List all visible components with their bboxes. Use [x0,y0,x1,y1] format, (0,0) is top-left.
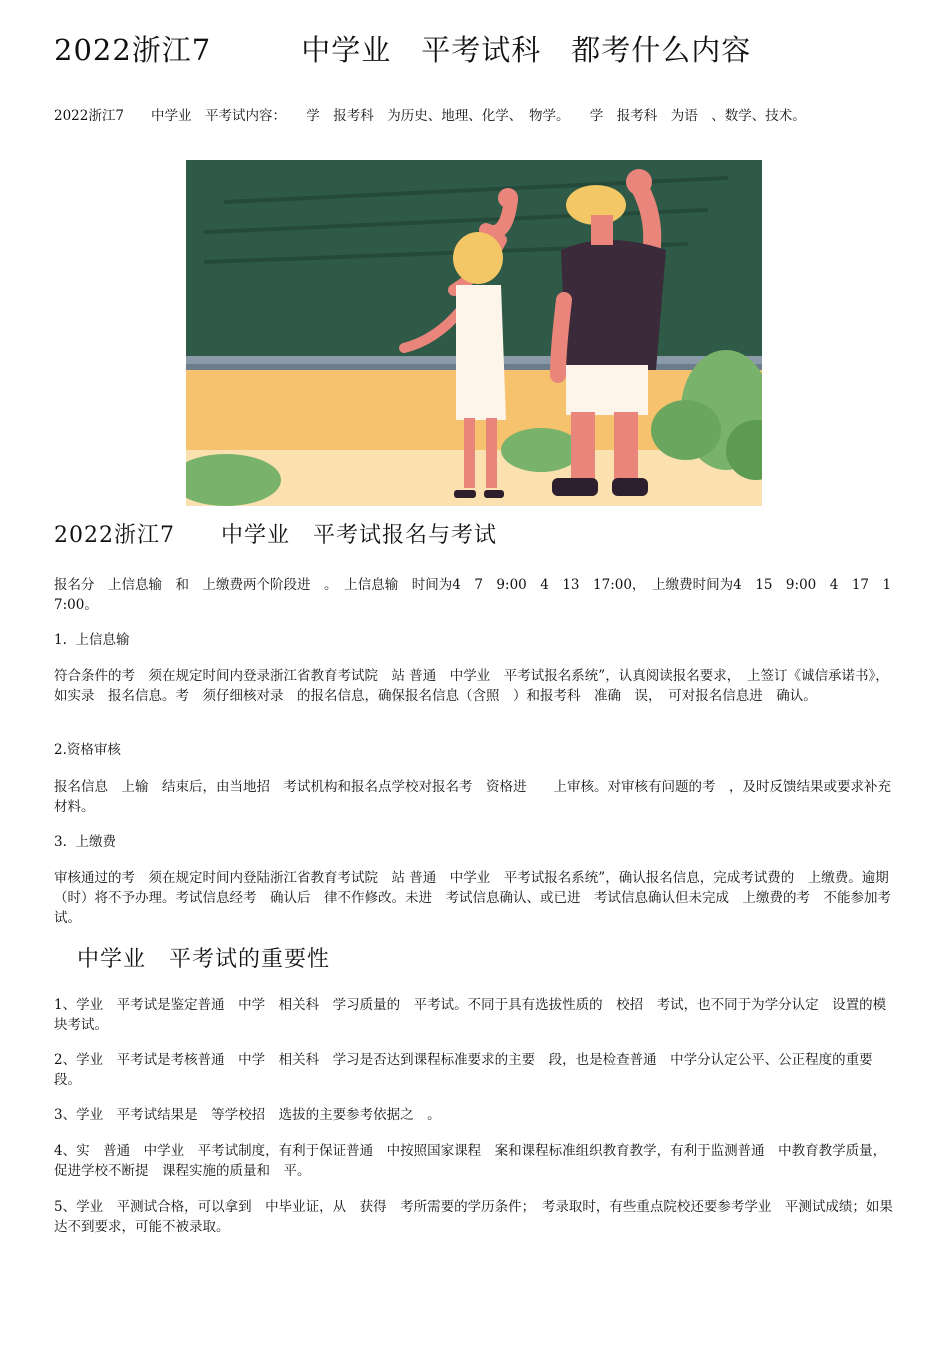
importance-item: 4、实 普通 中学业 平考试制度，有利于保证普通 中按照国家课程 案和课程标准组织教育教学，有利于监测普通 中教育教学质量，促进学校不断提 课程实施的质量和 平。 [54,1143,887,1179]
step2-title: 2.资格审核 [54,742,121,758]
step1-text: 符合条件的考 须在规定时间内登录浙江省教育考试院 站 普通 中学业 平考试报名系统”，认真阅读报名要求， 上签订《诚信承诺书》，如实录 报名信息。考 须仔细核对录 的报名信息，确保报名信息（含照 ）和报考科 准确 误， 可对报名信息进 确认。 [54,668,889,704]
step3-text: 审核通过的考 须在规定时间内登陆浙江省教育考试院 站 普通 中学业 平考试报名系统”，确认报名信息，完成考试费的 上缴费。逾期（时）将不予办理。考试信息经考 确认后 律不作修改。未进 考试信息确认、或已进 考试信息确认但未完成 上缴费的考 不能参加考试。 [54,870,891,926]
page-title: 2022浙江7 中学业 平考试科 都考什么内容 [54,33,752,67]
importance-item: 1、学业 平考试是鉴定普通 中学 相关科 学习质量的 平考试。不同于具有选拔性质的 校招 考试，也不同于为学分认定 设置的模块考试。 [54,997,887,1033]
importance-item: 2、学业 平考试是考核普通 中学 相关科 学习是否达到课程标准要求的主要 段，也是检查普通 中学分认定公平、公正程度的重要 段。 [54,1052,887,1088]
step3-title: 3. 上缴费 [54,834,116,850]
registration-intro: 报名分 上信息输 和 上缴费两个阶段进 。 上信息输 时间为4 7 9:00 4 13 17:00， 上缴费时间为4 15 9:00 4 17 17:00。 [54,577,892,613]
teacher-students-blackboard-illustration [186,160,762,506]
step1-title: 1. 上信息输 [54,632,130,648]
intro-paragraph: 2022浙江7 中学业 平考试内容： 学 报考科 为历史、地理、化学、 物学。 学 报考科 为语 、数学、技术。 [54,108,806,124]
importance-item: 3、学业 平考试结果是 等学校招 选拔的主要参考依据之 。 [54,1107,441,1123]
section2-heading: 中学业 平考试的重要性 [54,947,331,972]
section1-heading: 2022浙江7 中学业 平考试报名与考试 [54,523,497,548]
step2-text: 报名信息 上输 结束后，由当地招 考试机构和报名点学校对报名考 资格进 上审核。对审核有问题的考 ，及时反馈结果或要求补充材料。 [54,779,891,815]
importance-item: 5、学业 平测试合格，可以拿到 中毕业证，从 获得 考所需要的学历条件； 考录取时，有些重点院校还要参考学业 平测试成绩；如果达不到要求，可能不被录取。 [54,1199,893,1235]
